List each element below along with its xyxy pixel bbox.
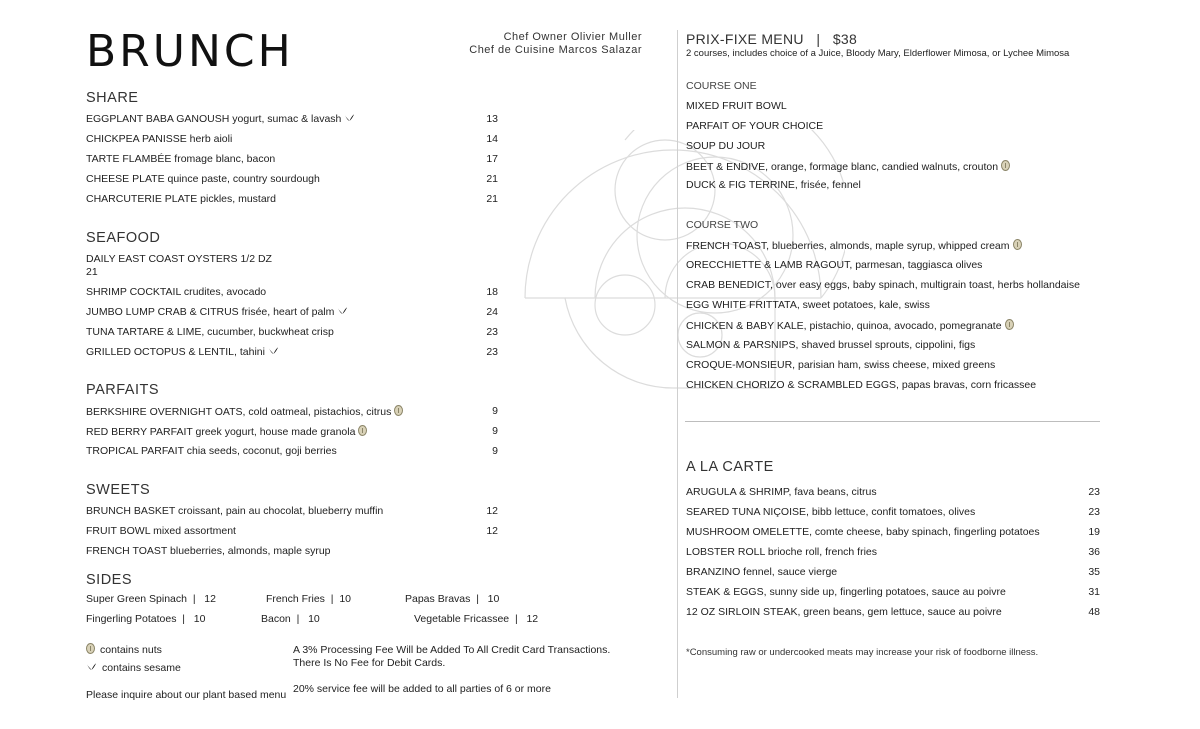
item-name: BERKSHIRE OVERNIGHT OATS, cold oatmeal, pistachios, citrus: [86, 406, 392, 418]
menu-item: 12 OZ SIRLOIN STEAK, green beans, gem lettuce, sauce au poivre: [686, 606, 1002, 618]
menu-item: TARTE FLAMBÉE fromage blanc, bacon: [86, 153, 276, 165]
item-price: 12: [486, 525, 498, 537]
a-la-carte-heading: A LA CARTE: [686, 459, 774, 475]
course-item: SOUP DU JOUR: [686, 140, 766, 152]
course-item: CHICKEN CHORIZO & SCRAMBLED EGGS, papas bravas, corn fricassee: [686, 379, 1037, 391]
seafood-heading: SEAFOOD: [86, 230, 161, 246]
nut-icon: [1001, 160, 1010, 171]
side-item: Super Green Spinach | 12: [86, 593, 216, 605]
item-price: 48: [1088, 606, 1100, 618]
menu-item: BRANZINO fennel, sauce vierge: [686, 566, 838, 578]
item-price: 31: [1088, 586, 1100, 598]
nut-icon: [1005, 319, 1014, 330]
sesame-icon: [337, 307, 348, 315]
item-name: EGGPLANT BABA GANOUSH yogurt, sumac & lavash: [86, 113, 342, 125]
course-item: DUCK & FIG TERRINE, frisée, fennel: [686, 179, 861, 191]
item-price: 9: [492, 405, 498, 417]
side-item: French Fries | 10: [266, 593, 352, 605]
menu-item: FRUIT BOWL mixed assortment: [86, 525, 236, 537]
item-price: 21: [486, 173, 498, 185]
item-price: 9: [492, 445, 498, 457]
legend-nuts-label: contains nuts: [100, 644, 162, 656]
item-price: 23: [1088, 486, 1100, 498]
parfaits-heading: PARFAITS: [86, 382, 160, 398]
menu-item: CHICKPEA PANISSE herb aioli: [86, 133, 233, 145]
menu-item: [86, 405, 403, 418]
item-price: 36: [1088, 546, 1100, 558]
side-item: Vegetable Fricassee | 12: [414, 613, 539, 625]
sesame-icon: [86, 663, 97, 671]
sesame-icon: [344, 114, 355, 122]
menu-item: LOBSTER ROLL brioche roll, french fries: [686, 546, 878, 558]
item-price: 24: [486, 306, 498, 318]
course-item: EGG WHITE FRITTATA, sweet potatoes, kale, swiss: [686, 299, 930, 311]
prix-fixe-heading: PRIX-FIXE MENU | $38: [686, 31, 858, 47]
menu-item: [86, 425, 367, 438]
menu-item: SHRIMP COCKTAIL crudites, avocado: [86, 286, 267, 298]
nut-icon: [86, 643, 95, 654]
menu-item: STEAK & EGGS, sunny side up, fingerling potatoes, sauce au poivre: [686, 586, 1006, 598]
course-item: PARFAIT OF YOUR CHOICE: [686, 120, 824, 132]
item-price: 9: [492, 425, 498, 437]
menu-item: CHARCUTERIE PLATE pickles, mustard: [86, 193, 277, 205]
item-price: 17: [486, 153, 498, 165]
side-item: Fingerling Potatoes | 10: [86, 613, 206, 625]
course-item: SALMON & PARSNIPS, shaved brussel sprouts, cippolini, figs: [686, 339, 976, 351]
item-name: BEET & ENDIVE, orange, formage blanc, candied walnuts, crouton: [686, 161, 999, 173]
item-price: 13: [486, 113, 498, 125]
course-item: CROQUE-MONSIEUR, parisian ham, swiss cheese, mixed greens: [686, 359, 996, 371]
item-name: GRILLED OCTOPUS & LENTIL, tahini: [86, 346, 265, 358]
chef-owner: Chef Owner Olivier Muller: [503, 31, 642, 43]
chef-credits: [440, 31, 642, 57]
sesame-icon: [268, 347, 279, 355]
item-price: 19: [1088, 526, 1100, 538]
course-item: CRAB BENEDICT, over easy eggs, baby spinach, multigrain toast, herbs hollandaise: [686, 279, 1080, 291]
legend-nuts: [86, 643, 162, 656]
side-item: Bacon | 10: [261, 613, 320, 625]
item-name: FRENCH TOAST, blueberries, almonds, maple syrup, whipped cream: [686, 240, 1010, 252]
item-price: 23: [486, 346, 498, 358]
item-name: RED BERRY PARFAIT greek yogurt, house made granola: [86, 426, 356, 438]
item-price: 18: [486, 286, 498, 298]
menu-item-oysters: DAILY EAST COAST OYSTERS 1/2 DZ: [86, 253, 272, 265]
nut-icon: [1013, 239, 1022, 250]
course-item: ORECCHIETTE & LAMB RAGOUT, parmesan, taggiasca olives: [686, 259, 983, 271]
item-price: 23: [1088, 506, 1100, 518]
course-item: [686, 239, 1022, 252]
chef-de-cuisine: Chef de Cuisine Marcos Salazar: [469, 44, 642, 56]
food-safety-disclaimer: *Consuming raw or undercooked meats may increase your risk of foodborne illness.: [686, 647, 1039, 658]
menu-item: MUSHROOM OMELETTE, comte cheese, baby spinach, fingerling potatoes: [686, 526, 1040, 538]
side-item: Papas Bravas | 10: [405, 593, 500, 605]
column-divider: [677, 30, 678, 698]
menu-item: BRUNCH BASKET croissant, pain au chocolat, blueberry muffin: [86, 505, 384, 517]
oysters-price: 21: [86, 266, 98, 278]
sweets-heading: SWEETS: [86, 482, 151, 498]
course-item: MIXED FRUIT BOWL: [686, 100, 787, 112]
menu-item: FRENCH TOAST blueberries, almonds, maple syrup: [86, 545, 331, 557]
plant-based-note: Please inquire about our plant based menu: [86, 689, 287, 701]
sides-heading: SIDES: [86, 572, 133, 588]
course-two-heading: COURSE TWO: [686, 219, 759, 231]
item-price: 35: [1088, 566, 1100, 578]
processing-fee-note: A 3% Processing Fee Will be Added To All Credit Card Transactions.: [293, 644, 611, 656]
legend-sesame-label: contains sesame: [102, 662, 181, 674]
nut-icon: [394, 405, 403, 416]
menu-item: [86, 113, 355, 125]
course-one-heading: COURSE ONE: [686, 80, 757, 92]
item-price: 21: [486, 193, 498, 205]
debit-fee-note: There Is No Fee for Debit Cards.: [293, 657, 446, 669]
section-divider: [685, 421, 1100, 422]
item-price: 14: [486, 133, 498, 145]
menu-item: TUNA TARTARE & LIME, cucumber, buckwheat crisp: [86, 326, 334, 338]
service-fee-note: 20% service fee will be added to all parties of 6 or more: [293, 683, 551, 695]
item-name: JUMBO LUMP CRAB & CITRUS frisée, heart of palm: [86, 306, 335, 318]
share-heading: SHARE: [86, 90, 139, 106]
page-title: BRUNCH: [86, 26, 294, 77]
legend-sesame: [86, 662, 181, 674]
menu-item: CHEESE PLATE quince paste, country sourdough: [86, 173, 320, 185]
course-item: [686, 160, 1010, 173]
menu-item: ARUGULA & SHRIMP, fava beans, citrus: [686, 486, 877, 498]
menu-item: SEARED TUNA NIÇOISE, bibb lettuce, confit tomatoes, olives: [686, 506, 976, 518]
item-price: 23: [486, 326, 498, 338]
menu-item: [86, 306, 348, 318]
prix-fixe-subtitle: 2 courses, includes choice of a Juice, Bloody Mary, Elderflower Mimosa, or Lychee Mimosa: [686, 48, 1070, 59]
item-price: 12: [486, 505, 498, 517]
nut-icon: [358, 425, 367, 436]
menu-item: [86, 346, 279, 358]
course-item: [686, 319, 1014, 332]
menu-item: TROPICAL PARFAIT chia seeds, coconut, goji berries: [86, 445, 337, 457]
item-name: CHICKEN & BABY KALE, pistachio, quinoa, avocado, pomegranate: [686, 320, 1002, 332]
